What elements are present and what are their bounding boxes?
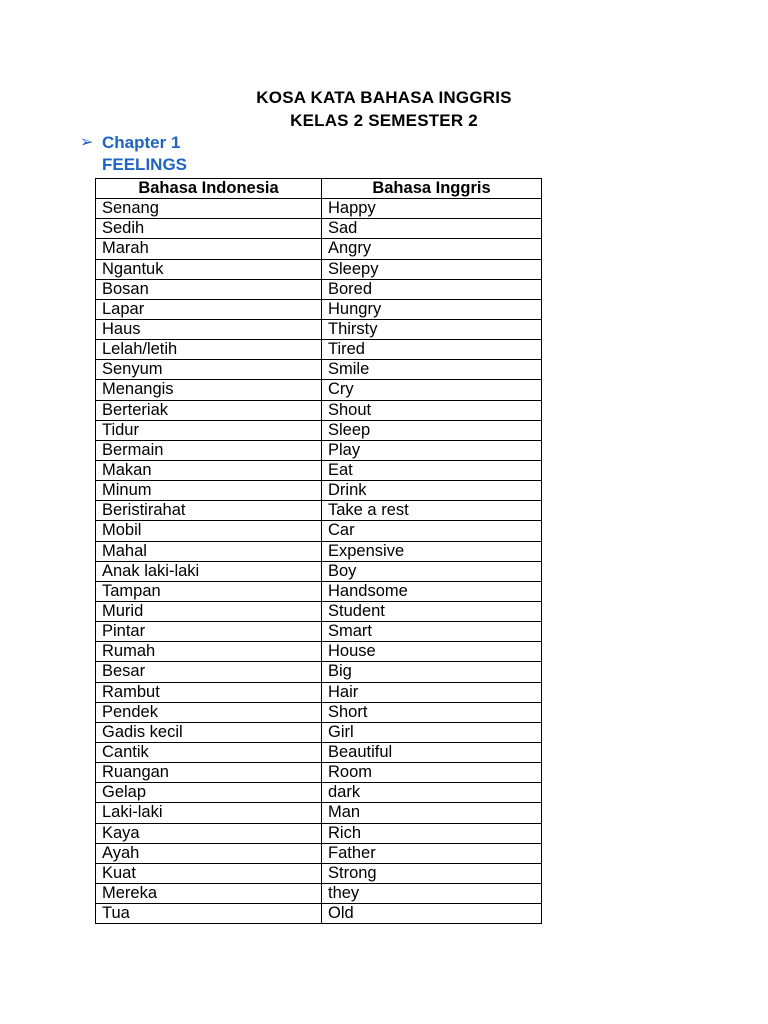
- english-word-cell: Student: [322, 601, 542, 621]
- indonesian-word-cell: Murid: [96, 601, 322, 621]
- english-word-cell: dark: [322, 783, 542, 803]
- table-row: [96, 340, 542, 360]
- english-word-cell: Handsome: [322, 581, 542, 601]
- indonesian-word-cell: Tua: [96, 904, 322, 924]
- table-row: [96, 219, 542, 239]
- document-subtitle: KELAS 2 SEMESTER 2: [290, 111, 478, 130]
- indonesian-word-cell: Gadis kecil: [96, 722, 322, 742]
- english-word-cell: Beautiful: [322, 742, 542, 762]
- english-word-cell: Sleepy: [322, 259, 542, 279]
- arrowhead-bullet-icon: ➢: [80, 134, 94, 151]
- english-word-cell: Eat: [322, 460, 542, 480]
- english-word-cell: Sleep: [322, 420, 542, 440]
- table-row: [96, 319, 542, 339]
- english-word-cell: Sad: [322, 219, 542, 239]
- indonesian-word-cell: Ngantuk: [96, 259, 322, 279]
- english-word-cell: Boy: [322, 561, 542, 581]
- table-row: [96, 481, 542, 501]
- table-row: [96, 360, 542, 380]
- table-row: [96, 904, 542, 924]
- table-body: [96, 199, 542, 924]
- indonesian-word-cell: Makan: [96, 460, 322, 480]
- indonesian-word-cell: Pintar: [96, 622, 322, 642]
- english-word-cell: Room: [322, 763, 542, 783]
- table-row: [96, 460, 542, 480]
- indonesian-word-cell: Lapar: [96, 299, 322, 319]
- english-word-cell: Expensive: [322, 541, 542, 561]
- table-row: [96, 239, 542, 259]
- indonesian-word-cell: Tampan: [96, 581, 322, 601]
- table-row: [96, 279, 542, 299]
- english-word-cell: Hair: [322, 682, 542, 702]
- chapter-subtitle: FEELINGS: [102, 155, 188, 174]
- table-row: [96, 601, 542, 621]
- indonesian-word-cell: Minum: [96, 481, 322, 501]
- english-word-cell: Man: [322, 803, 542, 823]
- english-word-cell: Rich: [322, 823, 542, 843]
- indonesian-word-cell: Bermain: [96, 440, 322, 460]
- header-row: [96, 179, 542, 199]
- table-row: [96, 662, 542, 682]
- indonesian-word-cell: Senyum: [96, 360, 322, 380]
- english-word-cell: Car: [322, 521, 542, 541]
- table-row: [96, 863, 542, 883]
- table-row: [96, 561, 542, 581]
- english-word-cell: Old: [322, 904, 542, 924]
- english-word-cell: Strong: [322, 863, 542, 883]
- indonesian-word-cell: Sedih: [96, 219, 322, 239]
- indonesian-word-cell: Cantik: [96, 742, 322, 762]
- english-word-cell: Bored: [322, 279, 542, 299]
- indonesian-word-cell: Besar: [96, 662, 322, 682]
- column-header-indonesian: Bahasa Indonesia: [96, 179, 322, 199]
- table-row: [96, 581, 542, 601]
- english-word-cell: Big: [322, 662, 542, 682]
- indonesian-word-cell: Ruangan: [96, 763, 322, 783]
- table-row: [96, 622, 542, 642]
- document-title: KOSA KATA BAHASA INGGRIS: [256, 88, 512, 107]
- english-word-cell: Thirsty: [322, 319, 542, 339]
- english-word-cell: they: [322, 883, 542, 903]
- english-word-cell: Father: [322, 843, 542, 863]
- table-row: [96, 823, 542, 843]
- chapter-title: Chapter 1: [102, 133, 181, 152]
- indonesian-word-cell: Beristirahat: [96, 501, 322, 521]
- table-row: [96, 803, 542, 823]
- indonesian-word-cell: Mahal: [96, 541, 322, 561]
- indonesian-word-cell: Anak laki-laki: [96, 561, 322, 581]
- indonesian-word-cell: Mereka: [96, 883, 322, 903]
- english-word-cell: Shout: [322, 400, 542, 420]
- english-word-cell: Girl: [322, 722, 542, 742]
- table-row: [96, 702, 542, 722]
- indonesian-word-cell: Bosan: [96, 279, 322, 299]
- column-header-english: Bahasa Inggris: [322, 179, 542, 199]
- indonesian-word-cell: Kuat: [96, 863, 322, 883]
- table-row: [96, 682, 542, 702]
- table-row: [96, 541, 542, 561]
- indonesian-word-cell: Lelah/letih: [96, 340, 322, 360]
- indonesian-word-cell: Ayah: [96, 843, 322, 863]
- table-row: [96, 380, 542, 400]
- english-word-cell: Play: [322, 440, 542, 460]
- indonesian-word-cell: Pendek: [96, 702, 322, 722]
- indonesian-word-cell: Gelap: [96, 783, 322, 803]
- indonesian-word-cell: Menangis: [96, 380, 322, 400]
- table-row: [96, 722, 542, 742]
- english-word-cell: Smile: [322, 360, 542, 380]
- indonesian-word-cell: Kaya: [96, 823, 322, 843]
- table-row: [96, 440, 542, 460]
- table-header: [96, 179, 542, 199]
- table-row: [96, 843, 542, 863]
- indonesian-word-cell: Senang: [96, 199, 322, 219]
- english-word-cell: Drink: [322, 481, 542, 501]
- indonesian-word-cell: Berteriak: [96, 400, 322, 420]
- indonesian-word-cell: Tidur: [96, 420, 322, 440]
- table-row: [96, 742, 542, 762]
- indonesian-word-cell: Marah: [96, 239, 322, 259]
- indonesian-word-cell: Rumah: [96, 642, 322, 662]
- table-row: [96, 521, 542, 541]
- english-word-cell: Angry: [322, 239, 542, 259]
- indonesian-word-cell: Mobil: [96, 521, 322, 541]
- table-row: [96, 783, 542, 803]
- english-word-cell: Happy: [322, 199, 542, 219]
- table-row: [96, 299, 542, 319]
- indonesian-word-cell: Rambut: [96, 682, 322, 702]
- table-row: [96, 883, 542, 903]
- table-row: [96, 420, 542, 440]
- table-row: [96, 501, 542, 521]
- table-row: [96, 199, 542, 219]
- indonesian-word-cell: Haus: [96, 319, 322, 339]
- table-row: [96, 259, 542, 279]
- english-word-cell: House: [322, 642, 542, 662]
- table-row: [96, 400, 542, 420]
- english-word-cell: Short: [322, 702, 542, 722]
- english-word-cell: Tired: [322, 340, 542, 360]
- table-row: [96, 642, 542, 662]
- indonesian-word-cell: Laki-laki: [96, 803, 322, 823]
- vocabulary-table: [95, 178, 542, 924]
- table-row: [96, 763, 542, 783]
- english-word-cell: Take a rest: [322, 501, 542, 521]
- english-word-cell: Cry: [322, 380, 542, 400]
- english-word-cell: Smart: [322, 622, 542, 642]
- english-word-cell: Hungry: [322, 299, 542, 319]
